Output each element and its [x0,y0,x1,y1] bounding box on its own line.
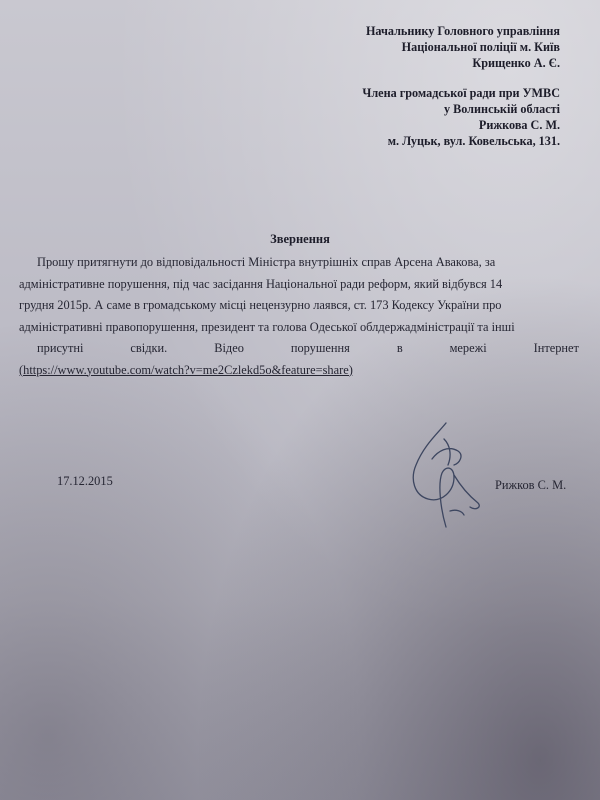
recipient-line: Національної поліції м. Київ [401,40,560,54]
body-word: свідки. [130,341,168,355]
sender-line: м. Луцьк, вул. Ковельська, 131. [387,134,560,148]
body-line: грудня 2015р. А саме в громадському місці нецензурно лаявся, ст. 173 Кодексу України про [19,298,502,312]
handwritten-signature [398,415,503,535]
body-line: адміністративне порушення, під час засідання Національної ради реформ, який відбувся 14 [19,276,503,291]
sender-line: Рижкова С. М. [478,118,560,132]
signer-name: Рижков С. М. [495,478,567,492]
body-line: Прошу притягнути до відповідальності Міністра внутрішніх справ Арсена Авакова, за [37,255,496,269]
body-word: порушення [290,341,350,355]
body-word: Відео [214,341,244,355]
body-word: Інтернет [533,341,579,355]
sender-block [362,85,560,149]
sender-line: Члена громадської ради при УМВС [362,86,560,100]
document-title: Звернення [270,232,330,246]
recipient-block [366,23,560,71]
sender-line: у Волинській області [443,102,560,116]
appeal-body [19,252,579,381]
body-word: в [396,341,403,355]
body-line: адміністративні правопорушення, президент та голова Одеської облдержадміністрації та інші [19,319,515,334]
body-word: мережі [449,341,487,355]
body-word: присутні [37,341,84,355]
body-line-justified [19,338,579,360]
video-link[interactable]: (https://www.youtube.com/watch?v=me2Czlekd5o&feature=share) [19,362,353,377]
document-date: 17.12.2015 [57,474,113,488]
recipient-line: Начальнику Головного управління [365,24,560,38]
recipient-line: Крищенко А. Є. [472,56,560,70]
